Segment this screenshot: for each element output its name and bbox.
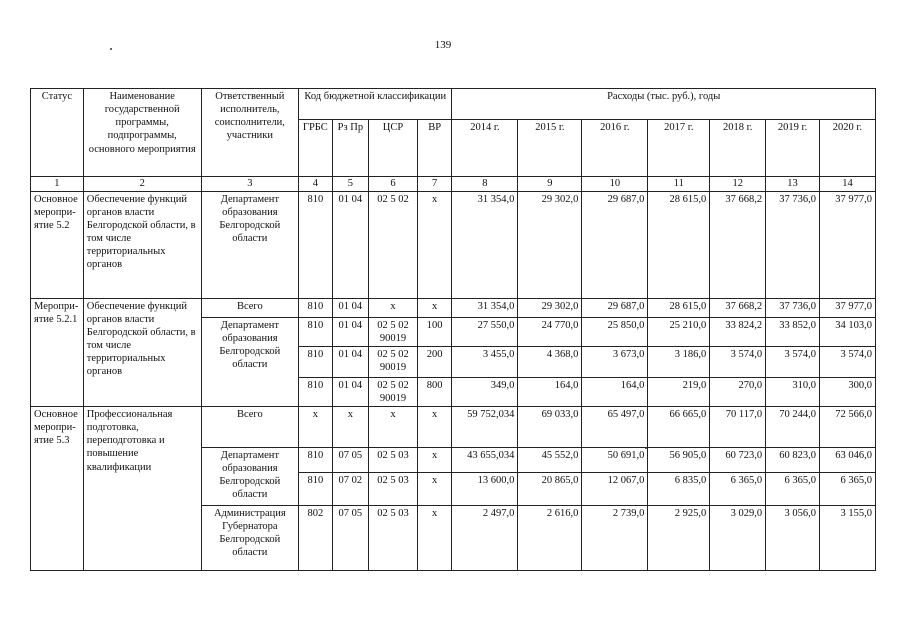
value-2018: 33 824,2 <box>710 317 766 346</box>
csr-cell: 02 5 03 <box>369 506 418 571</box>
header-grbs: ГРБС <box>299 120 333 177</box>
grbs-cell: 810 <box>299 448 333 473</box>
budget-table <box>30 88 876 571</box>
column-numbers-row <box>31 177 876 192</box>
rzpr-cell: х <box>332 407 369 448</box>
value-2016: 65 497,0 <box>582 407 648 448</box>
value-2019: 3 574,0 <box>766 346 820 377</box>
column-number: 3 <box>201 177 298 192</box>
value-2015: 164,0 <box>518 377 582 406</box>
program-name-cell: Профессиональная подготовка, переподготовка и повышение квалификации <box>83 407 201 571</box>
header-year-2018: 2018 г. <box>710 120 766 177</box>
csr-cell: 02 5 02 <box>369 191 418 298</box>
status-cell: Меропри-ятие 5.2.1 <box>31 298 84 407</box>
scan-speck <box>645 447 647 449</box>
value-2016: 12 067,0 <box>582 473 648 506</box>
column-number: 11 <box>648 177 710 192</box>
value-2015: 4 368,0 <box>518 346 582 377</box>
value-2015: 2 616,0 <box>518 506 582 571</box>
value-2016: 29 687,0 <box>582 298 648 317</box>
csr-cell: 02 5 03 <box>369 473 418 506</box>
grbs-cell: 810 <box>299 377 333 406</box>
value-2019: 70 244,0 <box>766 407 820 448</box>
column-number: 9 <box>518 177 582 192</box>
header-budget-code: Код бюджетной классификации <box>299 89 452 120</box>
header-year-2016: 2016 г. <box>582 120 648 177</box>
value-2020: 6 365,0 <box>819 473 875 506</box>
grbs-cell: 802 <box>299 506 333 571</box>
grbs-cell: 810 <box>299 298 333 317</box>
header-expenses: Расходы (тыс. руб.), годы <box>452 89 876 120</box>
executor-cell: Администрация Губернатора Белгородской области <box>201 506 298 571</box>
vr-cell: х <box>417 448 452 473</box>
rzpr-cell: 07 02 <box>332 473 369 506</box>
csr-cell: 02 5 02 90019 <box>369 346 418 377</box>
grbs-cell: х <box>299 407 333 448</box>
value-2019: 37 736,0 <box>766 191 820 298</box>
value-2014: 43 655,034 <box>452 448 518 473</box>
value-2018: 6 365,0 <box>710 473 766 506</box>
scan-speck <box>110 48 112 50</box>
vr-cell: х <box>417 191 452 298</box>
value-2018: 3 029,0 <box>710 506 766 571</box>
value-2018: 37 668,2 <box>710 298 766 317</box>
value-2018: 70 117,0 <box>710 407 766 448</box>
value-2017: 25 210,0 <box>648 317 710 346</box>
value-2020: 72 566,0 <box>819 407 875 448</box>
column-number: 10 <box>582 177 648 192</box>
grbs-cell: 810 <box>299 191 333 298</box>
grbs-cell: 810 <box>299 473 333 506</box>
value-2019: 310,0 <box>766 377 820 406</box>
value-2017: 66 665,0 <box>648 407 710 448</box>
value-2017: 56 905,0 <box>648 448 710 473</box>
value-2014: 13 600,0 <box>452 473 518 506</box>
executor-cell: Департамент образования Белгородской области <box>201 448 298 506</box>
table-row-main-5-2 <box>31 191 876 298</box>
value-2014: 31 354,0 <box>452 191 518 298</box>
value-2017: 28 615,0 <box>648 191 710 298</box>
value-2014: 27 550,0 <box>452 317 518 346</box>
value-2020: 37 977,0 <box>819 298 875 317</box>
header-vr: ВР <box>417 120 452 177</box>
value-2017: 28 615,0 <box>648 298 710 317</box>
value-2015: 24 770,0 <box>518 317 582 346</box>
header-csr: ЦСР <box>369 120 418 177</box>
value-2014: 3 455,0 <box>452 346 518 377</box>
value-2014: 59 752,034 <box>452 407 518 448</box>
status-cell: Основное меропри-ятие 5.3 <box>31 407 84 571</box>
value-2020: 3 155,0 <box>819 506 875 571</box>
status-cell: Основное меропри-ятие 5.2 <box>31 191 84 298</box>
column-number: 2 <box>83 177 201 192</box>
rzpr-cell: 01 04 <box>332 191 369 298</box>
column-number: 6 <box>369 177 418 192</box>
vr-cell: х <box>417 506 452 571</box>
value-2014: 2 497,0 <box>452 506 518 571</box>
value-2014: 31 354,0 <box>452 298 518 317</box>
csr-cell: 02 5 02 90019 <box>369 317 418 346</box>
csr-cell: х <box>369 407 418 448</box>
value-2015: 20 865,0 <box>518 473 582 506</box>
column-number: 12 <box>710 177 766 192</box>
value-2016: 3 673,0 <box>582 346 648 377</box>
value-2016: 164,0 <box>582 377 648 406</box>
column-number: 5 <box>332 177 369 192</box>
value-2019: 60 823,0 <box>766 448 820 473</box>
value-2020: 34 103,0 <box>819 317 875 346</box>
value-2017: 6 835,0 <box>648 473 710 506</box>
value-2015: 29 302,0 <box>518 191 582 298</box>
header-year-2019: 2019 г. <box>766 120 820 177</box>
header-year-2017: 2017 г. <box>648 120 710 177</box>
value-2015: 45 552,0 <box>518 448 582 473</box>
value-2017: 2 925,0 <box>648 506 710 571</box>
program-name-cell: Обеспечение функций органов власти Белгородской области, в том числе территориальных органов <box>83 298 201 407</box>
value-2016: 29 687,0 <box>582 191 648 298</box>
rzpr-cell: 01 04 <box>332 346 369 377</box>
grbs-cell: 810 <box>299 346 333 377</box>
executor-cell: Департамент образования Белгородской области <box>201 191 298 298</box>
column-number: 4 <box>299 177 333 192</box>
table-row-event-5-2-1-total <box>31 298 876 317</box>
value-2016: 50 691,0 <box>582 448 648 473</box>
value-2016: 25 850,0 <box>582 317 648 346</box>
header-program-name: Наименование государственной программы, подпрограммы, основного мероприятия <box>83 89 201 177</box>
program-name-cell: Обеспечение функций органов власти Белгородской области, в том числе территориальных органов <box>83 191 201 298</box>
vr-cell: 200 <box>417 346 452 377</box>
table-row-main-5-3-total <box>31 407 876 448</box>
column-number: 1 <box>31 177 84 192</box>
value-2018: 60 723,0 <box>710 448 766 473</box>
grbs-cell: 810 <box>299 317 333 346</box>
value-2018: 270,0 <box>710 377 766 406</box>
rzpr-cell: 07 05 <box>332 506 369 571</box>
value-2017: 219,0 <box>648 377 710 406</box>
executor-cell: Департамент образования Белгородской области <box>201 317 298 407</box>
rzpr-cell: 01 04 <box>332 377 369 406</box>
value-2016: 2 739,0 <box>582 506 648 571</box>
value-2015: 69 033,0 <box>518 407 582 448</box>
value-2019: 37 736,0 <box>766 298 820 317</box>
csr-cell: 02 5 02 90019 <box>369 377 418 406</box>
value-2018: 37 668,2 <box>710 191 766 298</box>
header-executor: Ответственный исполнитель, соисполнители, участники <box>201 89 298 177</box>
header-year-2015: 2015 г. <box>518 120 582 177</box>
value-2014: 349,0 <box>452 377 518 406</box>
value-2019: 6 365,0 <box>766 473 820 506</box>
vr-cell: х <box>417 407 452 448</box>
vr-cell: 100 <box>417 317 452 346</box>
vr-cell: х <box>417 473 452 506</box>
header-year-2020: 2020 г. <box>819 120 875 177</box>
value-2020: 37 977,0 <box>819 191 875 298</box>
csr-cell: х <box>369 298 418 317</box>
csr-cell: 02 5 03 <box>369 448 418 473</box>
rzpr-cell: 07 05 <box>332 448 369 473</box>
value-2018: 3 574,0 <box>710 346 766 377</box>
value-2015: 29 302,0 <box>518 298 582 317</box>
column-number: 7 <box>417 177 452 192</box>
value-2019: 3 056,0 <box>766 506 820 571</box>
header-year-2014: 2014 г. <box>452 120 518 177</box>
vr-cell: х <box>417 298 452 317</box>
header-status: Статус <box>31 89 84 177</box>
value-2020: 63 046,0 <box>819 448 875 473</box>
column-number: 14 <box>819 177 875 192</box>
rzpr-cell: 01 04 <box>332 317 369 346</box>
column-number: 13 <box>766 177 820 192</box>
rzpr-cell: 01 04 <box>332 298 369 317</box>
header-row-1 <box>31 89 876 120</box>
header-rzpr: Рз Пр <box>332 120 369 177</box>
value-2019: 33 852,0 <box>766 317 820 346</box>
executor-total-cell: Всего <box>201 407 298 448</box>
executor-total-cell: Всего <box>201 298 298 317</box>
column-number: 8 <box>452 177 518 192</box>
vr-cell: 800 <box>417 377 452 406</box>
value-2017: 3 186,0 <box>648 346 710 377</box>
value-2020: 3 574,0 <box>819 346 875 377</box>
value-2020: 300,0 <box>819 377 875 406</box>
page-number: 139 <box>434 39 452 51</box>
